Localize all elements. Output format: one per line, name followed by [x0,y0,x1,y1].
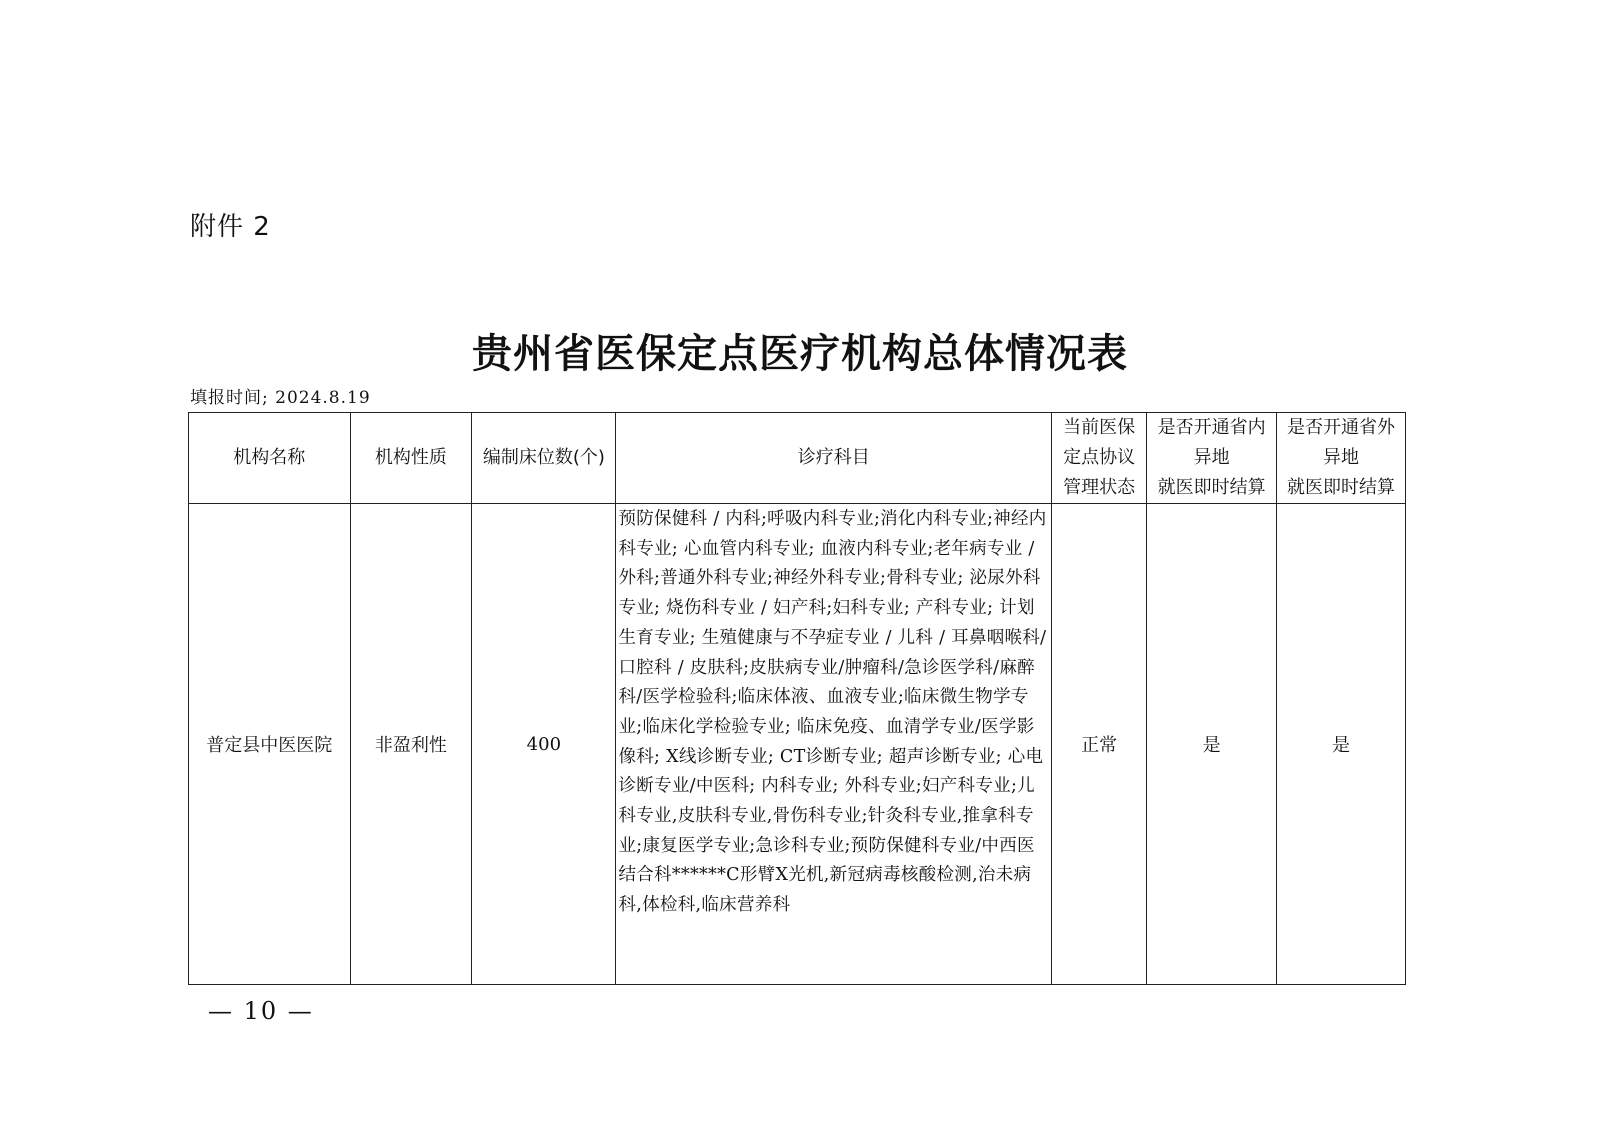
header-scope: 诊疗科目 [616,413,1052,504]
header-status [1052,413,1147,504]
header-out-province-line: 是否开通省外 [1287,417,1396,438]
header-out-province-line: 就医即时结算 [1287,477,1396,498]
cell-scope: 预防保健科 / 内科;呼吸内科专业;消化内科专业;神经内科专业; 心血管内科专业; 血液内科专业;老年病专业 / 外科;普通外科专业;神经外科专业;骨科专业; 泌尿外科专业; 烧伤科专业 / 妇产科;妇科专业; 产科专业; 计划生育专业; 生殖健康与不孕症专业 / 儿科 / 耳鼻咽喉科/口腔科 / 皮肤科;皮肤病专业/肿瘤科/急诊医学科/麻醉科/医学检验科;临床体液、血液专业;临床微生物学专业;临床化学检验专业; 临床免疫、血清学专业/医学影像科; X线诊断专业; CT诊断专业; 超声诊断专业; 心电诊断专业/中医科; 内科专业; 外科专业;妇产科专业;儿科专业,皮肤科专业,骨伤科专业;针灸科专业,推拿科专业;康复医学专业;急诊科专业;预防保健科专业/中西医结合科******C形臂X光机,新冠病毒核酸检测,治未病科,体检科,临床营养科 [616,504,1052,985]
header-status-line: 定点协议 [1063,447,1136,468]
header-nature: 机构性质 [350,413,472,504]
table-row [189,504,1406,985]
cell-out-province: 是 [1277,504,1406,985]
header-out-province-line: 异地 [1323,447,1360,468]
header-status-line: 当前医保 [1063,417,1136,438]
header-out-province [1277,413,1406,504]
header-in-province [1147,413,1277,504]
institution-table [188,412,1406,985]
page-number: — 10 — [208,997,314,1025]
cell-name: 普定县中医医院 [189,504,351,985]
header-name: 机构名称 [189,413,351,504]
fill-date: 填报时间; 2024.8.19 [190,388,371,408]
header-in-province-line: 异地 [1193,447,1230,468]
header-in-province-line: 就医即时结算 [1157,477,1266,498]
header-beds: 编制床位数(个) [472,413,616,504]
attachment-label: 附件 2 [190,212,271,242]
cell-in-province: 是 [1147,504,1277,985]
document-title: 贵州省医保定点医疗机构总体情况表 [472,330,1128,377]
header-status-line: 管理状态 [1063,477,1136,498]
cell-nature: 非盈利性 [350,504,472,985]
header-in-province-line: 是否开通省内 [1157,417,1266,438]
cell-status: 正常 [1052,504,1147,985]
table-header-row [189,413,1406,504]
cell-beds: 400 [472,504,616,985]
